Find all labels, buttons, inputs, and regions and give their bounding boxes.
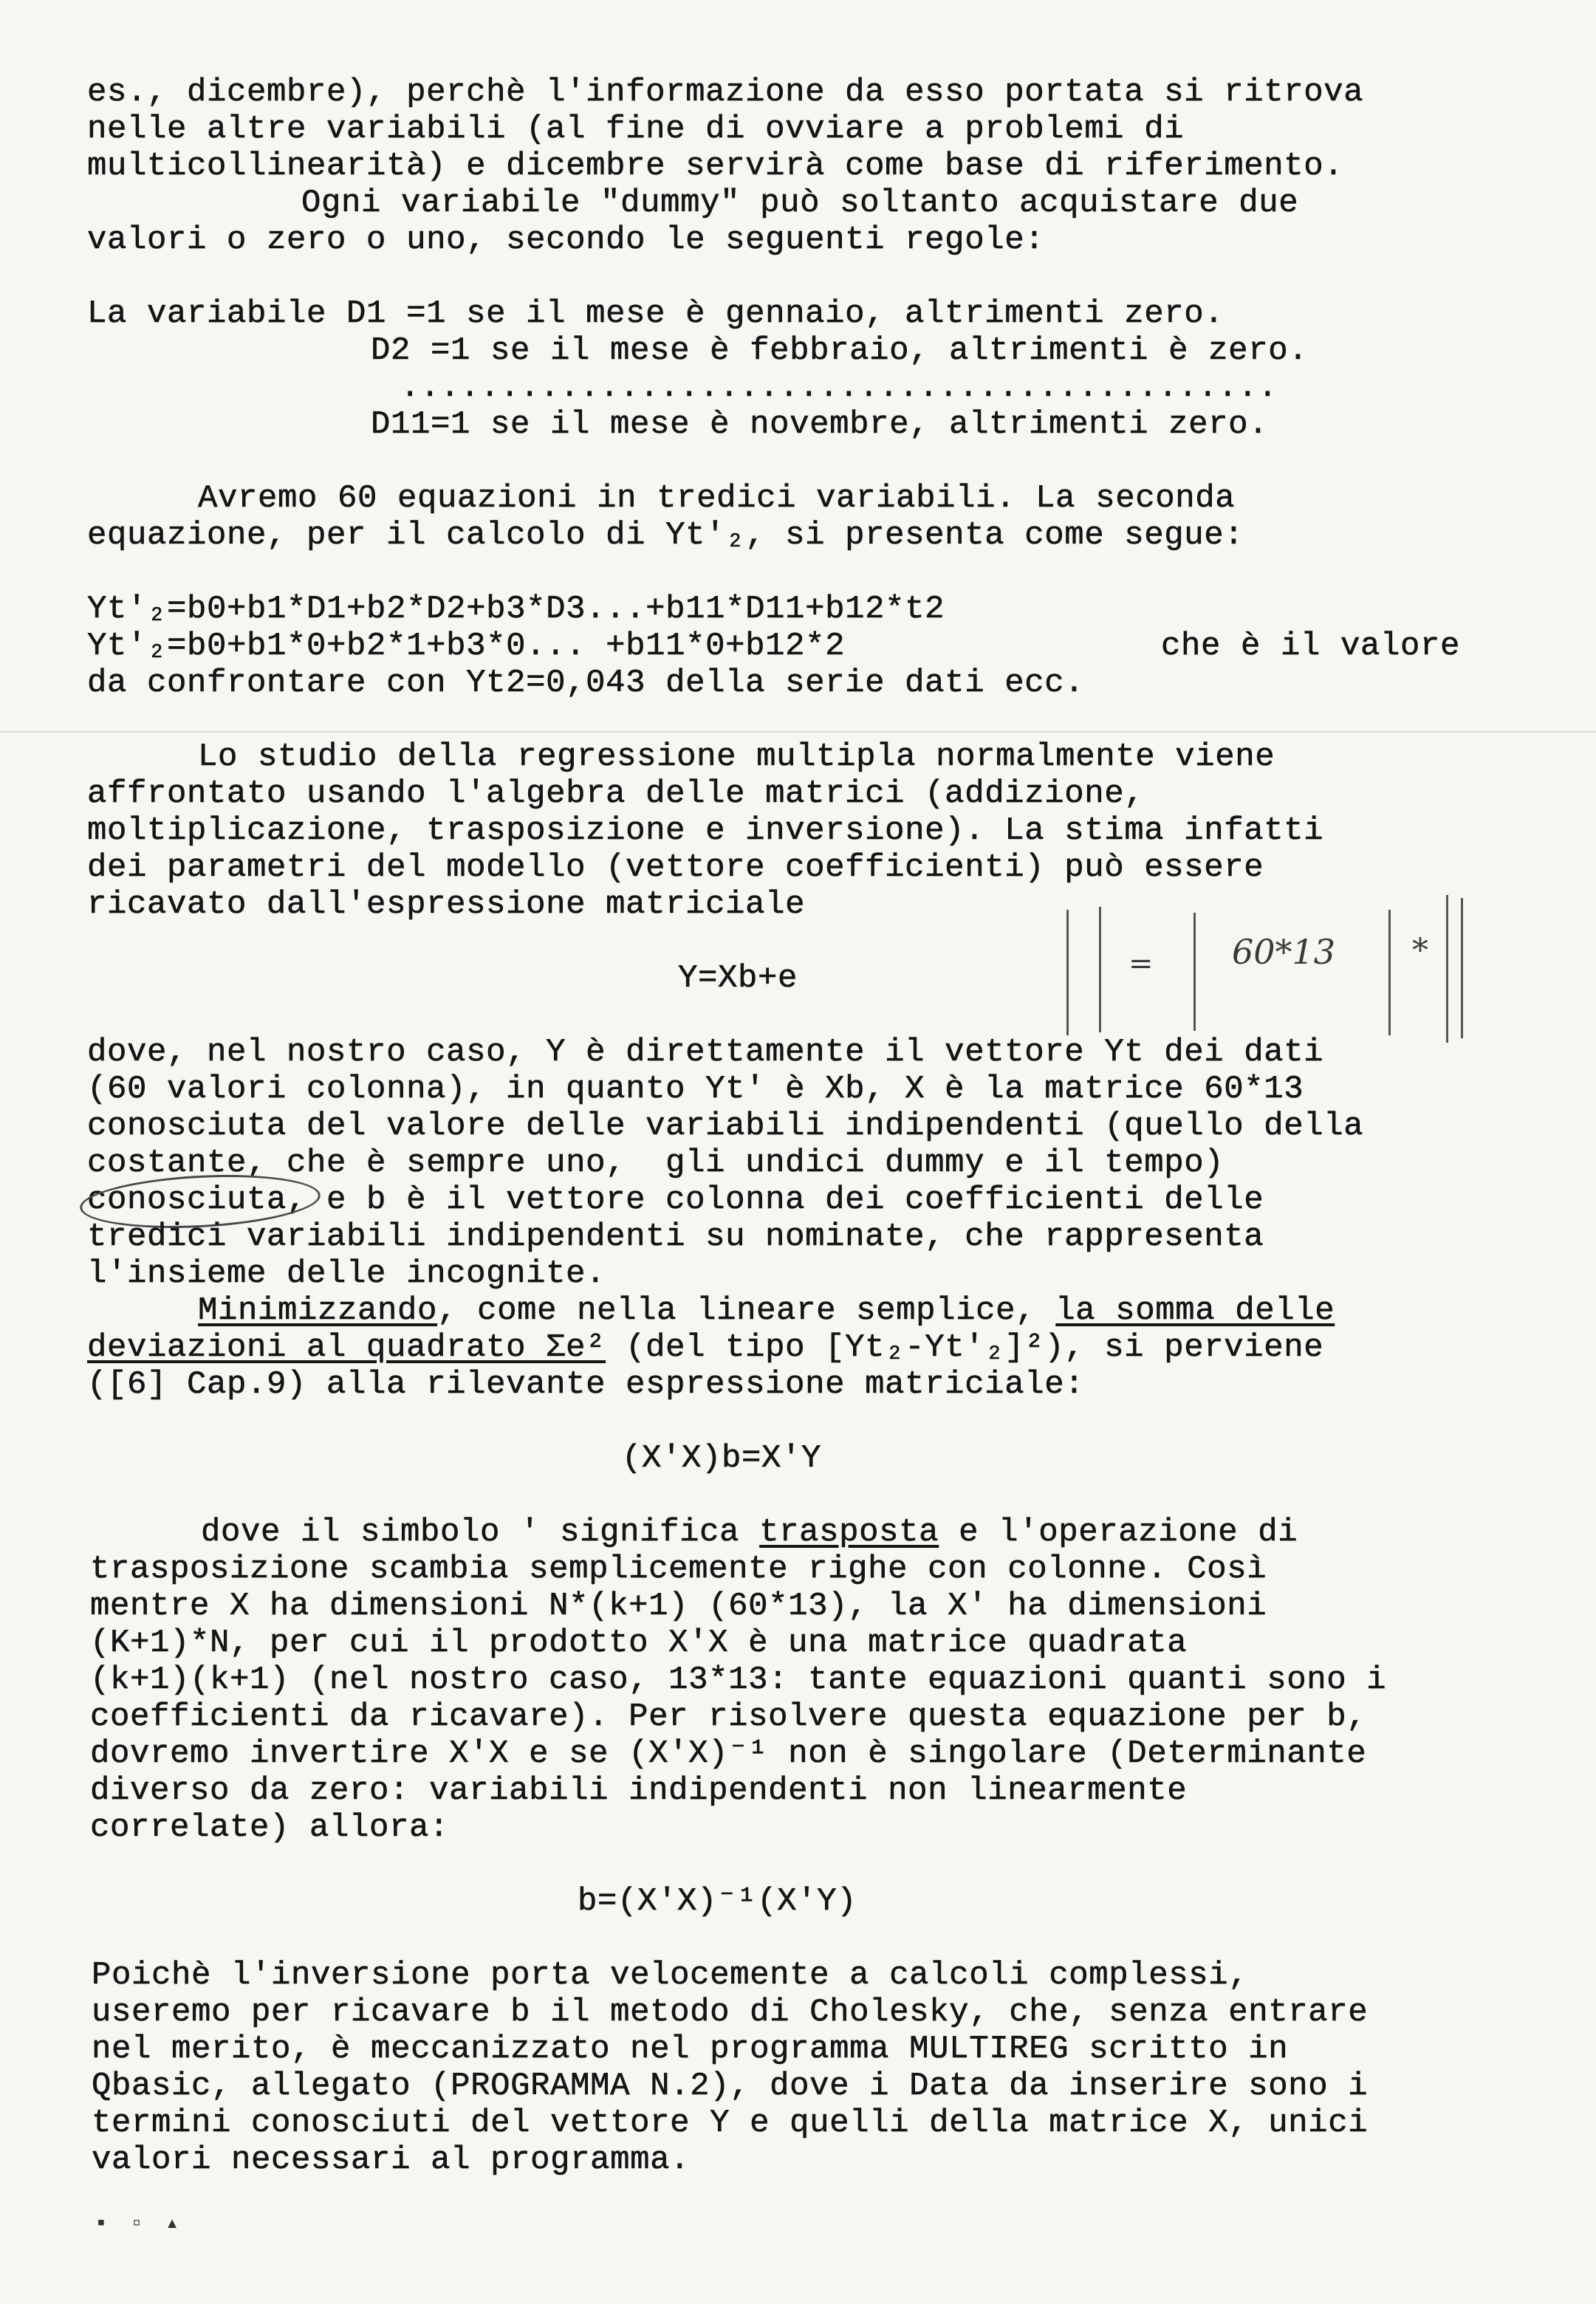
- text-line: ([6] Cap.9) alla rilevante espressione matriciale:: [87, 1366, 1085, 1403]
- handwritten-matrix-size: 60*13: [1232, 932, 1336, 972]
- text-line: diverso da zero: variabili indipendenti non linearmente: [90, 1772, 1188, 1809]
- scan-fold-line: [0, 731, 1596, 733]
- rule-line: D2 =1 se il mese è febbraio, altrimenti è zero.: [371, 332, 1309, 369]
- text-line: (k+1)(k+1) (nel nostro caso, 13*13: tante equazioni quanti sono i: [90, 1662, 1387, 1698]
- text-line: da confrontare con Yt2=0,043 della serie dati ecc.: [87, 665, 1085, 702]
- rule-line: D11=1 se il mese è novembre, altrimenti zero.: [371, 406, 1269, 443]
- text-line: valori o zero o uno, secondo le seguenti regole:: [87, 222, 1045, 258]
- text-line: Poichè l'inversione porta velocemente a calcoli complessi,: [92, 1957, 1249, 1994]
- text-line: dove, nel nostro caso, Y è direttamente il vettore Yt dei dati: [87, 1034, 1324, 1071]
- text-line: nelle altre variabili (al fine di ovviare a problemi di: [87, 111, 1185, 148]
- text-line: conosciuta del valore delle variabili indipendenti (quello della: [87, 1108, 1364, 1145]
- text-line: nel merito, è meccanizzato nel programma MULTIREG scritto in: [92, 2031, 1289, 2068]
- text-line: valori necessari al programma.: [92, 2142, 691, 2178]
- text-line: (60 valori colonna), in quanto Yt' è Xb, X è la matrice 60*13: [87, 1071, 1304, 1108]
- formula-y-xb-e: Y=Xb+e: [678, 960, 798, 997]
- formula-b-solution: b=(X'X)⁻¹(X'Y): [578, 1883, 857, 1920]
- underlined-term: trasposta: [759, 1514, 939, 1551]
- text-line: trasposizione scambia semplicemente righe con colonne. Così: [90, 1551, 1267, 1588]
- text-line: dei parametri del modello (vettore coefficienti) può essere: [87, 849, 1264, 886]
- text-line: multicollinearità) e dicembre servirà come base di riferimento.: [87, 148, 1344, 185]
- text-line: deviazioni al quadrato Σe² (del tipo [Yt₂-Yt'₂]²), si perviene: [87, 1329, 1324, 1366]
- text-line: Qbasic, allegato (PROGRAMMA N.2), dove i Data da inserire sono i: [92, 2068, 1369, 2105]
- text-line: Lo studio della regressione multipla normalmente viene: [198, 738, 1275, 775]
- text-line: termini conosciuti del vettore Y e quelli della matrice X, unici: [92, 2105, 1369, 2142]
- text-line: es., dicembre), perchè l'informazione da esso portata si ritrova: [87, 74, 1364, 111]
- text-line: correlate) allora:: [90, 1809, 450, 1846]
- text-line: conosciuta, e b è il vettore colonna dei coefficienti delle: [87, 1182, 1264, 1218]
- text-line: tredici variabili indipendenti su nominate, che rappresenta: [87, 1218, 1264, 1255]
- text-line: Avremo 60 equazioni in tredici variabili. La seconda: [198, 480, 1236, 517]
- text-line: l'insieme delle incognite.: [87, 1255, 606, 1292]
- text-line: mentre X ha dimensioni N*(k+1) (60*13), la X' ha dimensioni: [90, 1588, 1267, 1625]
- scan-smudge-mark: ▪ ▫ ▴: [95, 2212, 184, 2237]
- underlined-term: deviazioni al quadrato Σe²: [87, 1329, 606, 1366]
- handwritten-equals: =: [1128, 947, 1154, 981]
- text-line: Ogni variabile "dummy" può soltanto acquistare due: [301, 185, 1299, 222]
- text-line: costante, che è sempre uno, gli undici dummy e il tempo): [87, 1145, 1225, 1182]
- formula-normal-equation: (X'X)b=X'Y: [622, 1440, 822, 1477]
- text-line: Minimizzando, come nella lineare semplice, la somma delle: [198, 1292, 1335, 1329]
- text-line: (K+1)*N, per cui il prodotto X'X è una matrice quadrata: [90, 1625, 1188, 1662]
- underlined-term: Minimizzando: [198, 1292, 438, 1329]
- text-line: coefficienti da ricavare). Per risolvere questa equazione per b,: [90, 1698, 1367, 1735]
- rule-ellipsis: ............................................: [400, 369, 1278, 406]
- equation-line: Yt'₂=b0+b1*0+b2*1+b3*0... +b11*0+b12*2: [87, 628, 846, 665]
- equation-line: Yt'₂=b0+b1*D1+b2*D2+b3*D3...+b11*D11+b12*t2: [87, 591, 945, 628]
- text-line: affrontato usando l'algebra delle matrici (addizione,: [87, 775, 1145, 812]
- handwritten-star: *: [1412, 932, 1428, 970]
- text-line: dove il simbolo ' significa trasposta e l'operazione di: [201, 1514, 1298, 1551]
- underlined-term: la somma delle: [1055, 1292, 1335, 1329]
- text-line: che è il valore: [1161, 628, 1461, 665]
- text-line: useremo per ricavare b il metodo di Cholesky, che, senza entrare: [92, 1994, 1369, 2031]
- rule-line: La variabile D1 =1 se il mese è gennaio, altrimenti zero.: [87, 295, 1225, 332]
- text-line: dovremo invertire X'X e se (X'X)⁻¹ non è singolare (Determinante: [90, 1735, 1367, 1772]
- text-line: moltiplicazione, trasposizione e inversione). La stima infatti: [87, 812, 1324, 849]
- text-line: equazione, per il calcolo di Yt'₂, si presenta come segue:: [87, 517, 1244, 554]
- text-line: ricavato dall'espressione matriciale: [87, 886, 806, 923]
